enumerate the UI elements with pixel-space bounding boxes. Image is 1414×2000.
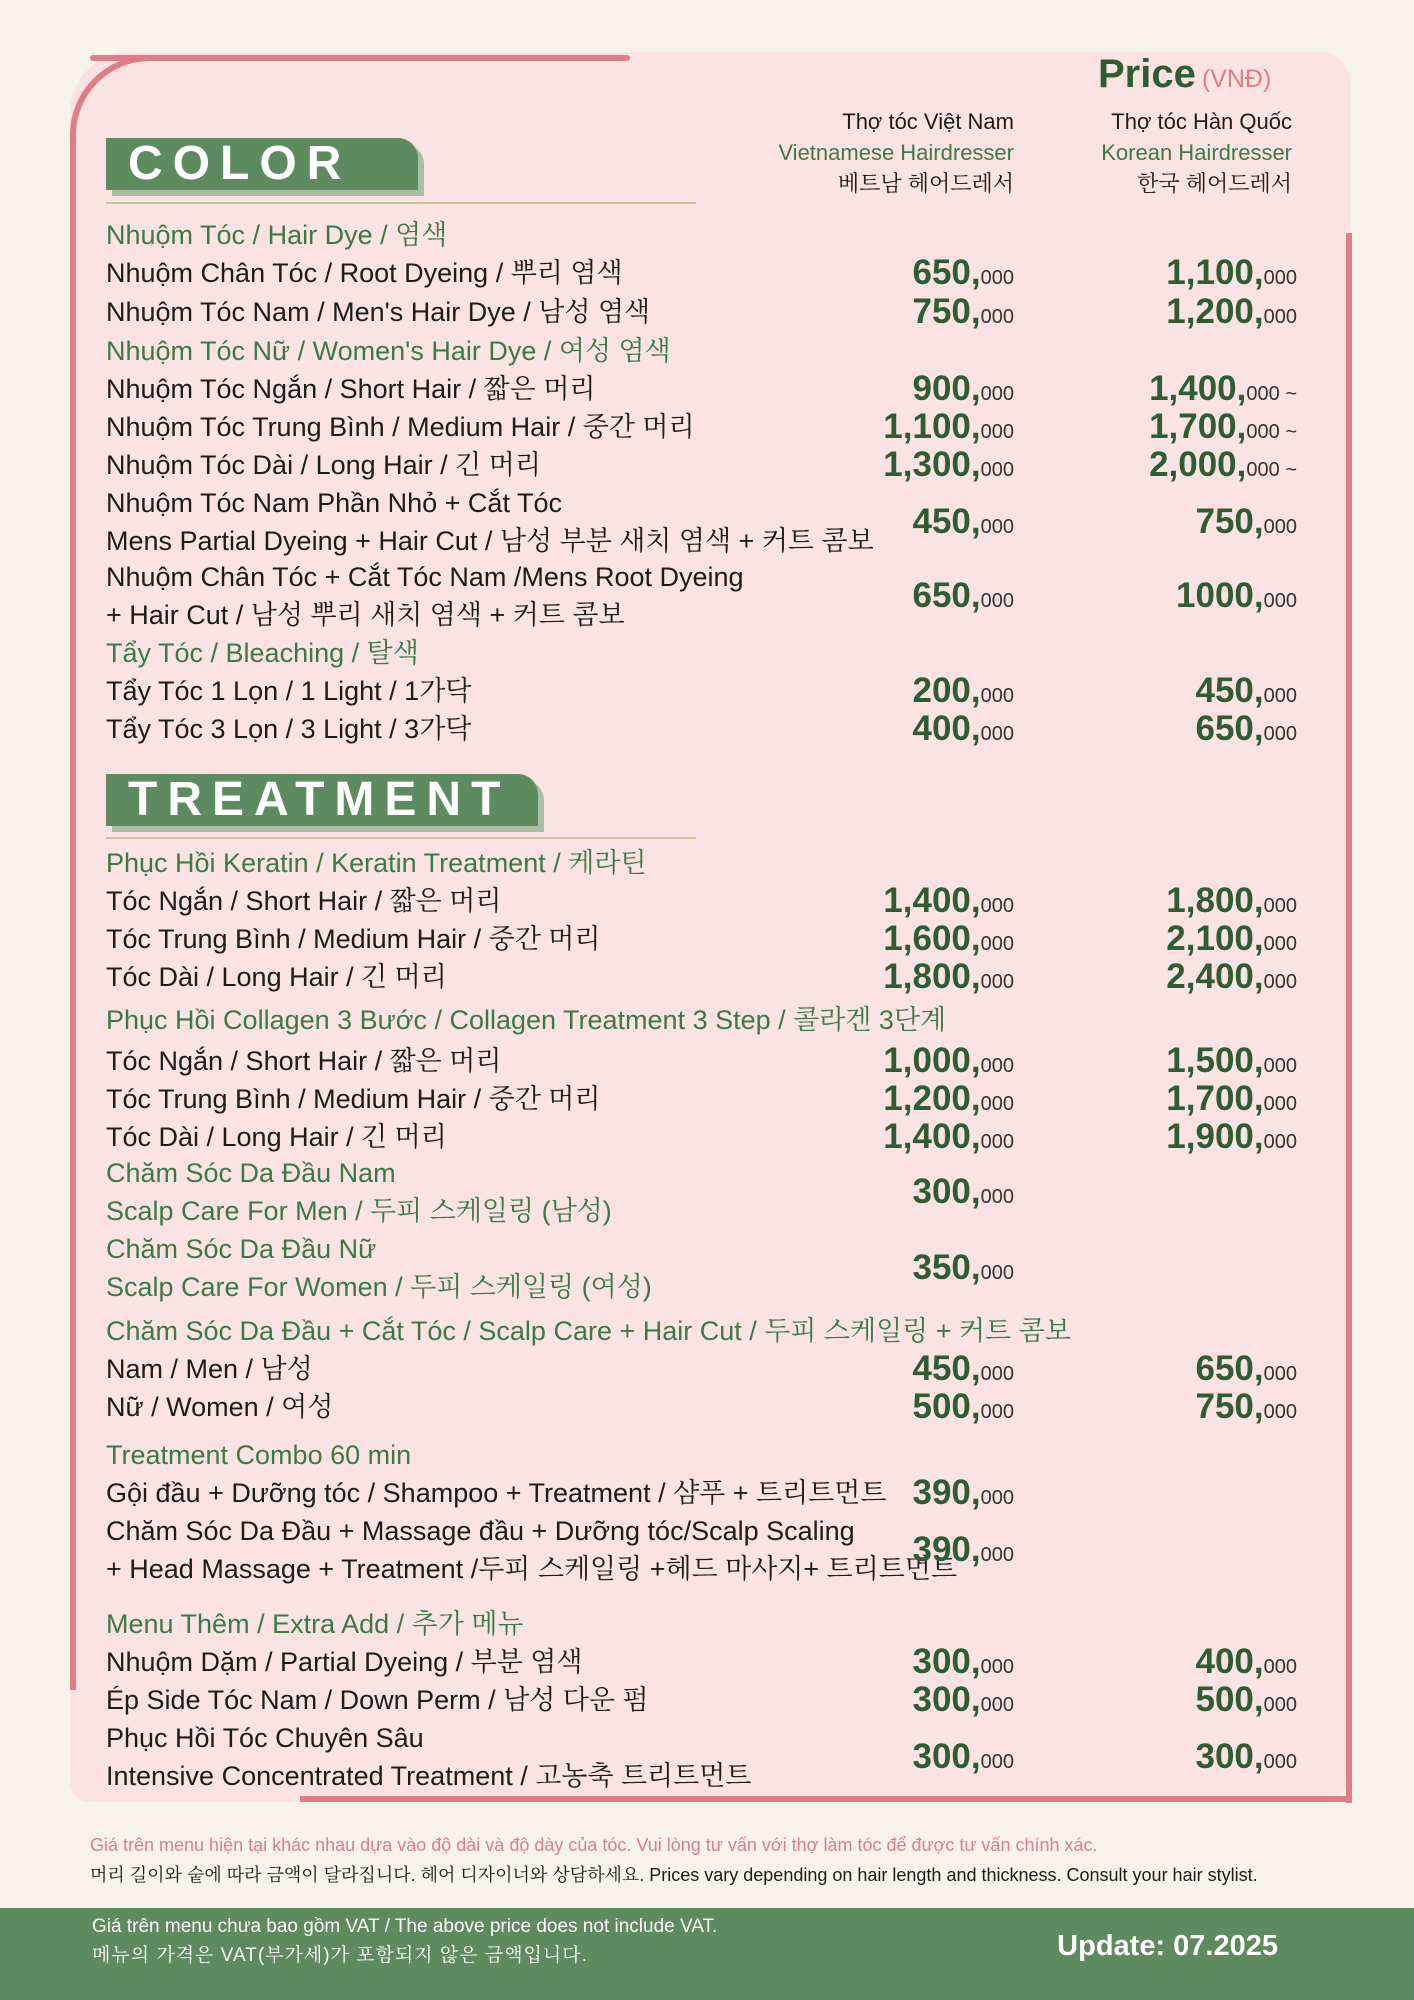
service-label [106, 1643, 582, 1681]
update-date: Update: 07.2025 [1057, 1930, 1278, 1962]
price-suffix: 000 [980, 1186, 1014, 1208]
service-label-line: Treatment Combo 60 min [106, 1440, 412, 1470]
price-value: 300 [912, 1680, 971, 1719]
service-label-line: Tẩy Tóc 1 Lọn / 1 Light / 1가닥 [106, 676, 472, 706]
price-value: 1,900 [1166, 1117, 1254, 1156]
price-vietnamese: 1,200,000 [883, 1079, 1014, 1118]
price-value: 2,100 [1166, 919, 1254, 958]
service-label-line: Nhuộm Tóc Ngắn / Short Hair / 짧은 머리 [106, 374, 596, 404]
price-suffix: 000 [980, 1401, 1014, 1423]
price-korean: 750,000 [1195, 1387, 1297, 1426]
service-label [106, 1080, 600, 1118]
service-label-line2: Intensive Concentrated Treatment / 고농축 트리트먼트 [106, 1761, 752, 1791]
price-vietnamese: 1,100,000 [883, 407, 1014, 446]
price-korean: 300,000 [1195, 1737, 1297, 1776]
service-label [106, 1681, 649, 1719]
price-value: 1,500 [1166, 1041, 1254, 1080]
price-suffix: 000 [1263, 1093, 1297, 1115]
price-value: 650 [912, 253, 971, 292]
price-suffix: 000 [1263, 1363, 1297, 1385]
price-suffix: 000 [980, 1363, 1014, 1385]
price-value: 650 [912, 576, 971, 615]
price-value: 1,200 [1166, 292, 1254, 331]
price-value: 1,100 [1166, 253, 1254, 292]
category-label [106, 1230, 652, 1306]
service-label-line: Nam / Men / 남성 [106, 1354, 313, 1384]
service-label-line: Tóc Ngắn / Short Hair / 짧은 머리 [106, 1046, 502, 1076]
price-suffix: 000 [1263, 971, 1297, 993]
price-suffix: 000 [1263, 1401, 1297, 1423]
col-kr-vi: Thợ tóc Hàn Quốc [1111, 109, 1292, 134]
price-value: 750 [1195, 502, 1254, 541]
category-label [106, 1312, 1071, 1350]
col-vn-vi: Thợ tóc Việt Nam [842, 109, 1014, 134]
price-suffix: 000 ~ [1246, 459, 1297, 481]
price-suffix: 000 [1263, 685, 1297, 707]
category-label [106, 1605, 523, 1643]
service-label [106, 558, 744, 634]
service-label [106, 920, 600, 958]
price-suffix: 000 [1263, 933, 1297, 955]
price-vietnamese: 1,000,000 [883, 1041, 1014, 1080]
service-label-line: Chăm Sóc Da Đầu + Cắt Tóc / Scalp Care + Hair Cut / 두피 스케일링 + 커트 콤보 [106, 1316, 1071, 1346]
service-label-line: Nhuộm Tóc Dài / Long Hair / 긴 머리 [106, 450, 541, 480]
price-value: 350 [912, 1248, 971, 1287]
price-suffix: 000 [980, 459, 1014, 481]
price-vietnamese: 1,400,000 [883, 881, 1014, 920]
service-label [106, 293, 650, 331]
price-value: 1,800 [1166, 881, 1254, 920]
price-value: 300 [912, 1172, 971, 1211]
price-suffix: 000 [980, 1751, 1014, 1773]
service-label-line2: Mens Partial Dyeing + Hair Cut / 남성 부분 새치 염색 + 커트 콤보 [106, 526, 874, 556]
price-suffix: 000 [980, 267, 1014, 289]
service-label-line: Tóc Dài / Long Hair / 긴 머리 [106, 962, 447, 992]
section-divider-color [106, 202, 696, 204]
service-label [106, 408, 695, 446]
price-suffix: 000 [980, 1487, 1014, 1509]
service-label-line: Tẩy Tóc 3 Lọn / 3 Light / 3가닥 [106, 714, 472, 744]
service-label-line: Nhuộm Tóc / Hair Dye / 염색 [106, 220, 448, 250]
service-label [106, 1118, 447, 1156]
price-vietnamese: 500,000 [912, 1387, 1014, 1426]
price-suffix: 000 [980, 971, 1014, 993]
category-label [106, 1154, 612, 1230]
service-label-line: Nhuộm Chân Tóc + Cắt Tóc Nam /Mens Root Dyeing [106, 562, 744, 592]
price-value: 390 [912, 1473, 971, 1512]
price-korean: 1,700,000 [1166, 1079, 1297, 1118]
price-korean: 2,400,000 [1166, 957, 1297, 996]
price-korean: 1,500,000 [1166, 1041, 1297, 1080]
price-vietnamese: 200,000 [912, 671, 1014, 710]
price-vietnamese: 400,000 [912, 709, 1014, 748]
price-suffix: 000 [1263, 1055, 1297, 1077]
price-value: 300 [1195, 1737, 1254, 1776]
price-value: 1,000 [883, 1041, 971, 1080]
service-label [106, 1719, 751, 1795]
service-label [106, 370, 596, 408]
price-vietnamese: 750,000 [912, 292, 1014, 331]
price-suffix: 000 [980, 1055, 1014, 1077]
price-value: 1,300 [883, 445, 971, 484]
price-suffix: 000 [1263, 723, 1297, 745]
price-korean: 400,000 [1195, 1642, 1297, 1681]
service-label-line: Tóc Ngắn / Short Hair / 짧은 머리 [106, 886, 502, 916]
price-suffix: 000 [980, 1262, 1014, 1284]
price-suffix: 000 [1263, 1131, 1297, 1153]
price-korean: 650,000 [1195, 1349, 1297, 1388]
price-korean: 2,100,000 [1166, 919, 1297, 958]
price-korean: 1,200,000 [1166, 292, 1297, 331]
price-korean: 1,900,000 [1166, 1117, 1297, 1156]
price-suffix: 000 ~ [1246, 383, 1297, 405]
service-label-line: Nhuộm Tóc Nam Phần Nhỏ + Cắt Tóc [106, 488, 562, 518]
service-label [106, 1350, 313, 1388]
price-suffix: 000 [1263, 1656, 1297, 1678]
price-suffix: 000 [980, 723, 1014, 745]
price-suffix: 000 [980, 306, 1014, 328]
category-label [106, 844, 646, 882]
price-suffix: 000 [1263, 1751, 1297, 1773]
price-value: 500 [1195, 1680, 1254, 1719]
frame-border-right [1346, 233, 1352, 1803]
price-value: 2,000 [1149, 445, 1237, 484]
price-value: 1,800 [883, 957, 971, 996]
price-vietnamese: 1,400,000 [883, 1117, 1014, 1156]
price-value: 1,700 [1149, 407, 1237, 446]
price-value: 1,400 [1149, 369, 1237, 408]
price-vietnamese: 300,000 [912, 1680, 1014, 1719]
frame-border-bottom [300, 1796, 1350, 1802]
vat-note: Giá trên menu chưa bao gồm VAT / The above price does not include VAT. [92, 1916, 718, 1937]
price-korean: 1,100,000 [1166, 253, 1297, 292]
price-value: 750 [912, 292, 971, 331]
price-korean: 650,000 [1195, 709, 1297, 748]
service-label-line: Tẩy Tóc / Bleaching / 탈색 [106, 638, 419, 668]
price-vietnamese: 390,000 [912, 1530, 1014, 1569]
price-vietnamese: 450,000 [912, 502, 1014, 541]
service-label-line: Chăm Sóc Da Đầu + Massage đầu + Dưỡng tóc/Scalp Scaling [106, 1516, 855, 1546]
service-label-line: Nhuộm Tóc Nam / Men's Hair Dye / 남성 염색 [106, 297, 651, 327]
price-value: 400 [1195, 1642, 1254, 1681]
service-label-line: Ép Side Tóc Nam / Down Perm / 남성 다운 펌 [106, 1685, 649, 1715]
section-title-color: COLOR [106, 138, 418, 190]
price-suffix: 000 [980, 516, 1014, 538]
price-vietnamese: 300,000 [912, 1172, 1014, 1211]
frame-border-left [70, 130, 76, 1690]
price-suffix: 000 [980, 1544, 1014, 1566]
col-vn-en: Vietnamese Hairdresser [778, 140, 1014, 165]
price-value: 450 [1195, 671, 1254, 710]
price-vietnamese: 1,600,000 [883, 919, 1014, 958]
price-suffix: 000 [1263, 306, 1297, 328]
col-kr-ko: 한국 헤어드레서 [1137, 171, 1292, 196]
service-label-line: Menu Thêm / Extra Add / 추가 메뉴 [106, 1609, 524, 1639]
service-label-line: Phục Hồi Tóc Chuyên Sâu [106, 1723, 424, 1753]
frame-border-corner [70, 55, 156, 141]
col-kr-en: Korean Hairdresser [1101, 140, 1292, 165]
price-suffix: 000 [980, 1656, 1014, 1678]
price-suffix: 000 [1263, 516, 1297, 538]
category-label [106, 1001, 946, 1039]
price-vietnamese: 450,000 [912, 1349, 1014, 1388]
price-value: 400 [912, 709, 971, 748]
section-title-treatment: TREATMENT [106, 774, 538, 826]
section-divider-treatment [106, 837, 696, 839]
price-vietnamese: 390,000 [912, 1473, 1014, 1512]
service-label [106, 1042, 501, 1080]
price-suffix: 000 [980, 1093, 1014, 1115]
service-label [106, 446, 541, 484]
price-korean: 1,400,000 ~ [1149, 369, 1297, 408]
price-value: 450 [912, 1349, 971, 1388]
vat-note-korean: 메뉴의 가격은 VAT(부가세)가 포함되지 않은 금액입니다. [92, 1945, 588, 1966]
price-suffix: 000 [1263, 267, 1297, 289]
price-suffix: 000 [980, 933, 1014, 955]
service-label-line: Tóc Dài / Long Hair / 긴 머리 [106, 1122, 447, 1152]
service-label-line: Nhuộm Dặm / Partial Dyeing / 부분 염색 [106, 1647, 583, 1677]
price-suffix: 000 [980, 1694, 1014, 1716]
price-value: 900 [912, 369, 971, 408]
price-suffix: 000 ~ [1246, 421, 1297, 443]
price-korean: 450,000 [1195, 671, 1297, 710]
price-vietnamese: 300,000 [912, 1642, 1014, 1681]
price-value: 1,700 [1166, 1079, 1254, 1118]
service-label [106, 882, 501, 920]
price-suffix: 000 [980, 590, 1014, 612]
price-korean: 2,000,000 ~ [1149, 445, 1297, 484]
price-note-vi: Giá trên menu hiện tại khác nhau dựa vào độ dài và độ dày của tóc. Vui lòng tư vấn với thợ làm tóc để được tư vấn chính xác. [90, 1835, 1098, 1855]
service-label-line: Phục Hồi Collagen 3 Bước / Collagen Treatment 3 Step / 콜라겐 3단계 [106, 1005, 947, 1035]
price-value: 1,400 [883, 881, 971, 920]
service-label [106, 672, 471, 710]
service-label-line2: + Hair Cut / 남성 뿌리 새치 염색 + 커트 콤보 [106, 600, 625, 630]
category-label [106, 216, 447, 254]
price-suffix: 000 [980, 685, 1014, 707]
price-value: 390 [912, 1530, 971, 1569]
service-label [106, 710, 471, 748]
price-value: 500 [912, 1387, 971, 1426]
price-value: 200 [912, 671, 971, 710]
price-value: 650 [1195, 709, 1254, 748]
price-vietnamese: 1,300,000 [883, 445, 1014, 484]
price-heading [1098, 52, 1271, 97]
price-korean: 750,000 [1195, 502, 1297, 541]
price-value: 750 [1195, 1387, 1254, 1426]
price-value: 300 [912, 1642, 971, 1681]
service-label-line: Tóc Trung Bình / Medium Hair / 중간 머리 [106, 1084, 601, 1114]
category-label [106, 332, 671, 370]
service-label-line: Tóc Trung Bình / Medium Hair / 중간 머리 [106, 924, 601, 954]
category-label [106, 1436, 411, 1474]
price-label: Price [1098, 52, 1196, 96]
price-vietnamese: 650,000 [912, 576, 1014, 615]
service-label-line2: Scalp Care For Men / 두피 스케일링 (남성) [106, 1196, 612, 1226]
service-label-line: Nhuộm Tóc Trung Bình / Medium Hair / 중간 머리 [106, 412, 695, 442]
footer-bar [0, 1908, 1414, 2000]
price-vietnamese: 650,000 [912, 253, 1014, 292]
column-header-korean [1000, 106, 1292, 199]
price-korean: 1,700,000 ~ [1149, 407, 1297, 446]
col-vn-ko: 베트남 헤어드레서 [837, 171, 1014, 196]
price-suffix: 000 [980, 421, 1014, 443]
service-label-line2: Scalp Care For Women / 두피 스케일링 (여성) [106, 1272, 652, 1302]
price-korean: 1,800,000 [1166, 881, 1297, 920]
frame-border-top [90, 55, 630, 61]
price-value: 450 [912, 502, 971, 541]
service-label [106, 1388, 333, 1426]
service-label-line: Nhuộm Tóc Nữ / Women's Hair Dye / 여성 염색 [106, 336, 671, 366]
service-label [106, 958, 447, 996]
price-value: 300 [912, 1737, 971, 1776]
price-suffix: 000 [980, 895, 1014, 917]
price-value: 1000 [1176, 576, 1254, 615]
service-label-line: Chăm Sóc Da Đầu Nữ [106, 1234, 377, 1264]
service-label-line: Nhuộm Chân Tóc / Root Dyeing / 뿌리 염색 [106, 258, 623, 288]
service-label-line2: + Head Massage + Treatment /두피 스케일링 +헤드 마사지+ 트리트먼트 [106, 1554, 958, 1584]
service-label-line: Gội đầu + Dưỡng tóc / Shampoo + Treatment / 샴푸 + 트리트먼트 [106, 1478, 887, 1508]
price-note-ko-en: 머리 길이와 숱에 따라 금액이 달라집니다. 헤어 디자이너와 상담하세요. Prices vary depending on hair length and thickness. Consult your hair stylist. [90, 1865, 1258, 1885]
price-suffix: 000 [1263, 1694, 1297, 1716]
price-value: 1,100 [883, 407, 971, 446]
price-vietnamese: 900,000 [912, 369, 1014, 408]
price-korean: 500,000 [1195, 1680, 1297, 1719]
category-label [106, 634, 419, 672]
price-value: 1,400 [883, 1117, 971, 1156]
price-vietnamese: 300,000 [912, 1737, 1014, 1776]
price-value: 650 [1195, 1349, 1254, 1388]
price-value: 1,200 [883, 1079, 971, 1118]
column-header-vietnamese [700, 106, 1014, 199]
service-label [106, 254, 623, 292]
price-suffix: 000 [1263, 895, 1297, 917]
price-suffix: 000 [980, 383, 1014, 405]
price-value: 2,400 [1166, 957, 1254, 996]
price-suffix: 000 [1263, 590, 1297, 612]
service-label-line: Nữ / Women / 여성 [106, 1392, 334, 1422]
service-label-line: Chăm Sóc Da Đầu Nam [106, 1158, 396, 1188]
price-korean: 1000,000 [1176, 576, 1297, 615]
price-value: 1,600 [883, 919, 971, 958]
price-vietnamese: 1,800,000 [883, 957, 1014, 996]
currency-label: (VNĐ) [1201, 65, 1272, 93]
service-label-line: Phục Hồi Keratin / Keratin Treatment / 케라틴 [106, 848, 647, 878]
price-vietnamese: 350,000 [912, 1248, 1014, 1287]
price-suffix: 000 [980, 1131, 1014, 1153]
